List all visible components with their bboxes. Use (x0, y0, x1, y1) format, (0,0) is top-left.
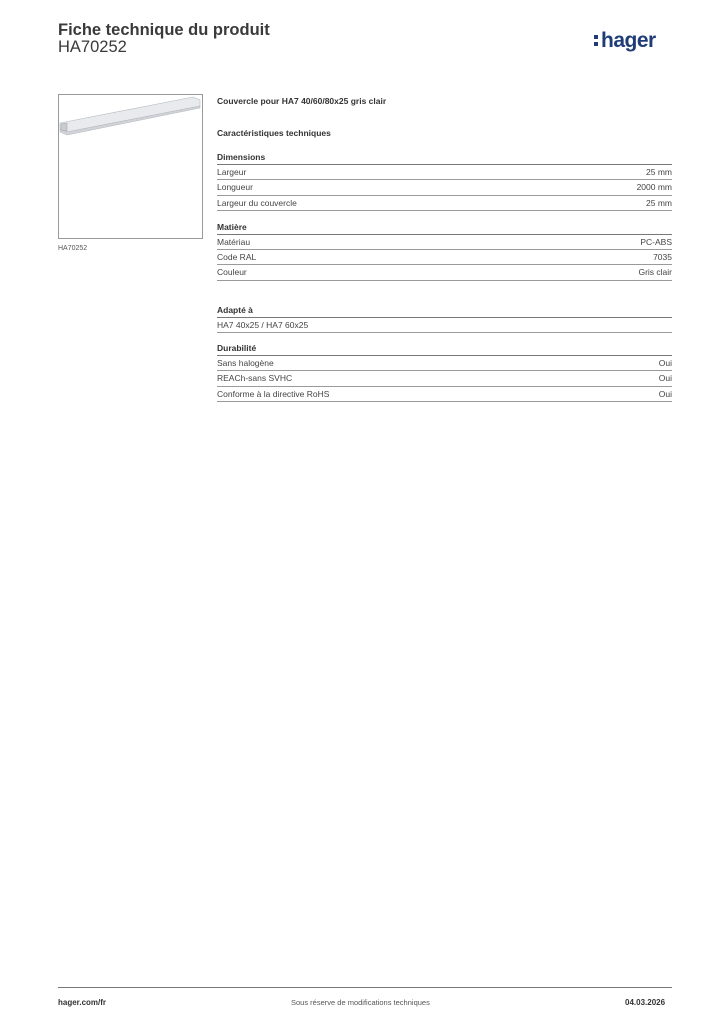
spec-label: REACh-sans SVHC (217, 373, 293, 384)
spec-label: Largeur du couvercle (217, 197, 297, 208)
spec-value: Oui (658, 373, 672, 384)
spec-label: Conforme à la directive RoHS (217, 388, 330, 399)
section-dimensions (217, 152, 672, 211)
spec-value: 7035 (653, 252, 672, 263)
spec-value: Oui (658, 358, 672, 369)
cover-profile-icon (59, 95, 202, 238)
footer-notice: Sous réserve de modifications techniques (291, 998, 430, 1007)
spec-row (217, 318, 672, 333)
section-durabilite (217, 343, 672, 402)
spec-value: 2000 mm (636, 182, 672, 193)
characteristics-title: Caractéristiques techniques (217, 128, 331, 138)
spec-row (217, 250, 672, 265)
logo-text: hager (601, 29, 656, 52)
spec-row (217, 387, 672, 402)
spec-row (217, 356, 672, 371)
spec-row (217, 196, 672, 211)
spec-label: Code RAL (217, 252, 257, 263)
spec-value: Gris clair (638, 267, 672, 278)
spec-label: Matériau (217, 236, 251, 247)
section-adapte (217, 305, 672, 333)
spec-value: 25 mm (646, 197, 672, 208)
spec-label: Couleur (217, 267, 247, 278)
spec-row (217, 265, 672, 280)
footer-divider (58, 987, 672, 988)
spec-row (217, 371, 672, 386)
image-caption: HA70252 (58, 245, 88, 252)
spec-row (217, 235, 672, 250)
product-reference: HA70252 (58, 38, 127, 56)
section-matiere (217, 222, 672, 281)
spec-value: Oui (658, 388, 672, 399)
section-title: Adapté à (217, 305, 672, 318)
logo-dots-icon (594, 34, 599, 47)
spec-value: PC-ABS (640, 236, 672, 247)
spec-row (217, 165, 672, 180)
spec-value: 25 mm (646, 167, 672, 177)
page-title: Fiche technique du produit (58, 21, 270, 39)
product-description: Couvercle pour HA7 40/60/80x25 gris clair (217, 96, 387, 106)
section-title: Dimensions (217, 152, 672, 165)
hager-logo (594, 29, 656, 53)
footer-website-link[interactable]: hager.com/fr (58, 998, 107, 1007)
spec-content (217, 96, 672, 402)
section-title: Durabilité (217, 343, 672, 356)
spec-label: Largeur (217, 167, 247, 177)
section-title: Matière (217, 222, 672, 235)
footer-date: 04.03.2026 (625, 998, 666, 1007)
spec-label: Longueur (217, 182, 253, 193)
product-image (58, 94, 203, 239)
spec-label: Sans halogène (217, 358, 274, 369)
spec-row (217, 180, 672, 195)
spec-label: HA7 40x25 / HA7 60x25 (217, 319, 309, 330)
